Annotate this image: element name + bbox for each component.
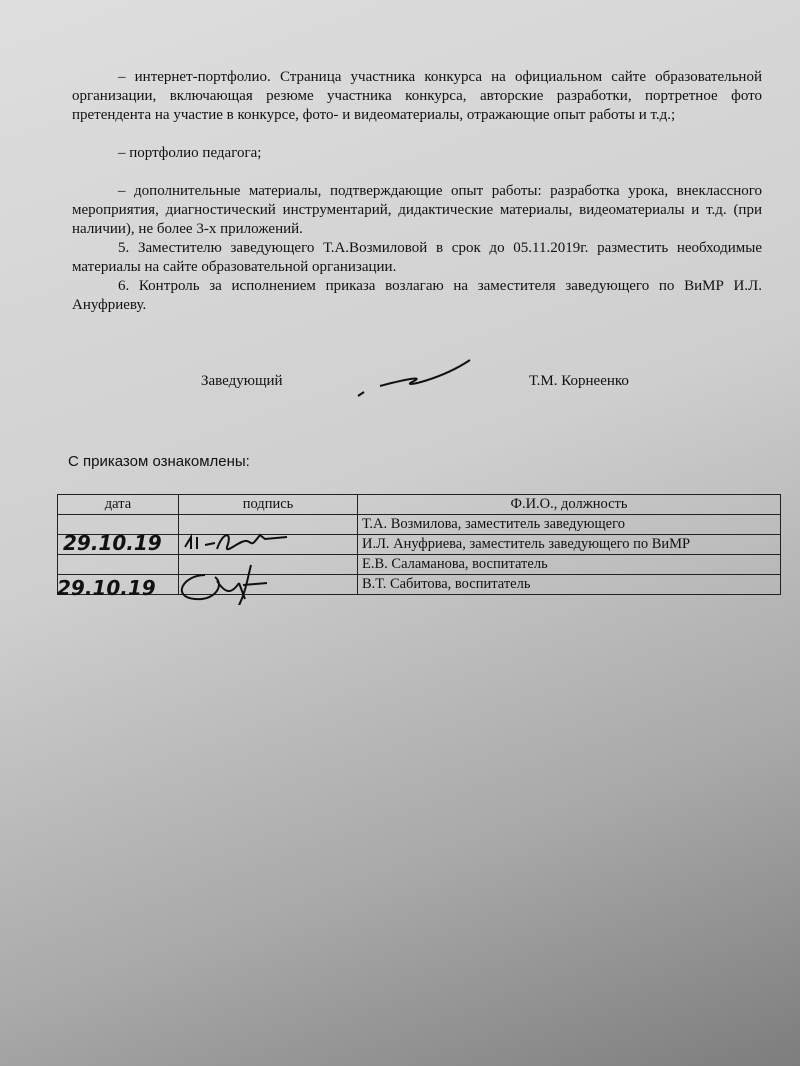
director-signature-mark	[350, 352, 480, 400]
acknowledgement-table	[57, 494, 781, 595]
table-row	[58, 555, 781, 575]
table-row	[58, 515, 781, 535]
name-cell: Т.А. Возмилова, заместитель заведующего	[358, 515, 781, 535]
paragraph-additional-materials: – дополнительные материалы, подтверждающие опыт работы: разработка урока, внеклассного мероприятия, диагностический инструментарий, дидактические материалы, видеоматериалы и т.д. (при наличии), не более 3-х приложений.	[72, 183, 762, 237]
signature-cell	[179, 515, 358, 535]
name-cell: И.Л. Ануфриева, заместитель заведующего по ВиМР	[358, 535, 781, 555]
date-cell	[58, 575, 179, 595]
table-row	[58, 575, 781, 595]
name-cell: Е.В. Саламанова, воспитатель	[358, 555, 781, 575]
date-cell	[58, 535, 179, 555]
paragraph-item-5: 5. Заместителю заведующего Т.А.Возмиловой в срок до 05.11.2019г. разместить необходимые материалы на сайте образовательной организации.	[72, 240, 762, 275]
handwritten-date-row4: 29.10.19	[57, 576, 156, 600]
paragraph-item-6: 6. Контроль за исполнением приказа возлагаю на заместителя заведующего по ВиМР И.Л. Ануфриеву.	[72, 278, 762, 313]
signature-cell	[179, 535, 358, 555]
signature-cell	[179, 555, 358, 575]
signature-cell	[179, 575, 358, 595]
table-header-row	[58, 495, 781, 515]
date-cell	[58, 555, 179, 575]
acknowledgement-heading: С приказом ознакомлены:	[68, 453, 250, 470]
column-header-name-position: Ф.И.О., должность	[358, 495, 781, 515]
signature-name: Т.М. Корнеенко	[529, 373, 629, 389]
column-header-signature: подпись	[179, 495, 358, 515]
date-cell	[58, 515, 179, 535]
handwritten-date-row2: 29.10.19	[63, 531, 162, 555]
paragraph-internet-portfolio: – интернет-портфолио. Страница участника конкурса на официальном сайте образовательной организации, включающая резюме участника конкурса, авторские разработки, портретное фото претендента на участие в конкурсе, фото- и видеоматериалы, отражающие опыт работы и т.д.;	[72, 69, 762, 123]
name-cell: В.Т. Сабитова, воспитатель	[358, 575, 781, 595]
signature-position-label: Заведующий	[201, 373, 283, 389]
paragraph-teacher-portfolio: – портфолио педагога;	[118, 145, 262, 161]
column-header-date: дата	[58, 495, 179, 515]
table-row	[58, 535, 781, 555]
